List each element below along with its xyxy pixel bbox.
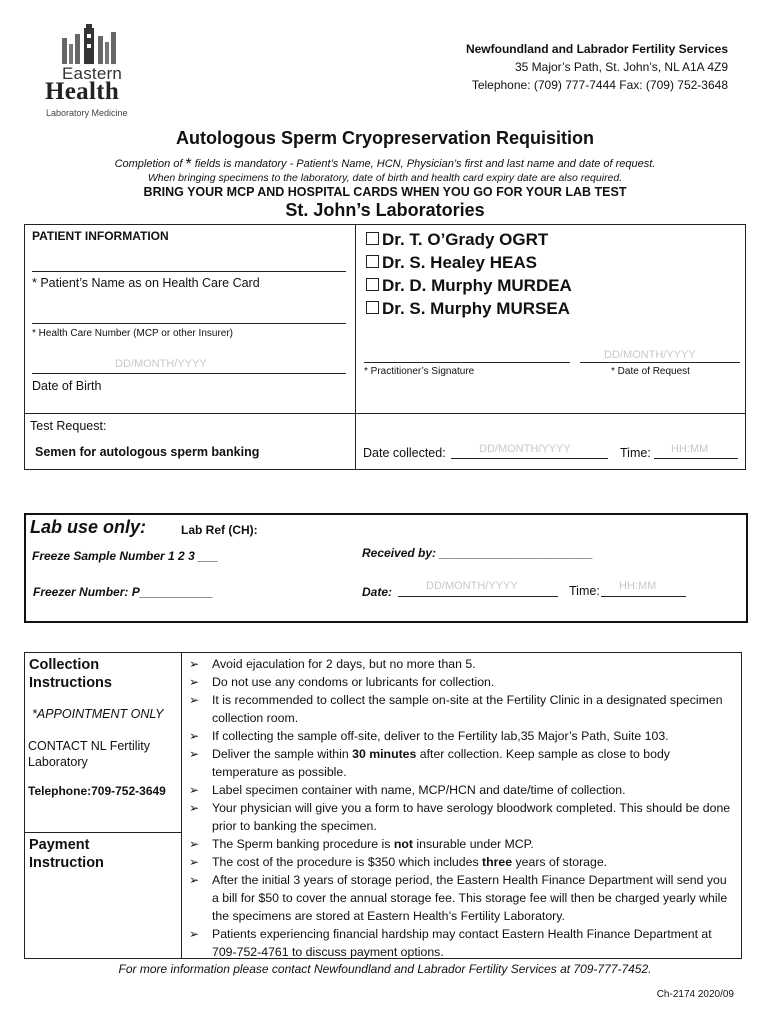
lab-name: St. John’s Laboratories (285, 200, 485, 220)
contact-note: CONTACT NL Fertility Laboratory (28, 739, 150, 769)
checkbox[interactable] (366, 301, 379, 314)
logo-lab-medicine: Laboratory Medicine (46, 108, 128, 118)
logo-eastern: Eastern (62, 64, 122, 83)
emphasis: three (482, 855, 513, 869)
hcn-input[interactable] (32, 323, 346, 324)
org-name: Newfoundland and Labrador Fertility Services (465, 42, 728, 56)
lab-time-label: Time: (569, 584, 600, 598)
patient-name-input[interactable] (32, 271, 346, 272)
request-date-placeholder: DD/MONTH/YYYY (604, 349, 696, 361)
date-collected-label: Date collected: (363, 446, 446, 460)
dob-label: Date of Birth (32, 379, 102, 393)
received-by-field[interactable]: Received by: _______________________ (362, 546, 593, 560)
doctor-option[interactable] (366, 299, 570, 319)
signature-input[interactable] (364, 362, 570, 363)
appointment-note: *APPOINTMENT ONLY (32, 707, 164, 721)
doctor-option[interactable] (366, 230, 548, 250)
list-item: ➢ Patients experiencing financial hardship may contact Eastern Health Finance Department at 709-752-4761 to discuss payment options. (188, 925, 733, 961)
checkbox[interactable] (366, 278, 379, 291)
payment-heading: Payment Instruction (29, 837, 104, 871)
patient-name-label: * Patient’s Name as on Health Care Card (32, 276, 260, 290)
doctor-label: Dr. D. Murphy MURDEA (382, 276, 572, 295)
lab-time-input[interactable] (601, 596, 686, 597)
test-request-value: Semen for autologous sperm banking (35, 445, 260, 459)
time-collected-input[interactable] (654, 458, 738, 459)
doctor-label: Dr. S. Healey HEAS (382, 253, 537, 272)
mandatory-pre: Completion of (114, 158, 186, 170)
org-phone: Telephone: (709) 777-7444 Fax: (709) 752-3648 (471, 78, 728, 92)
doctor-option[interactable] (366, 253, 537, 273)
dob-placeholder: DD/MONTH/YYYY (115, 358, 207, 370)
list-item (188, 745, 733, 781)
text: after collection. Keep sample as close to body temperature as possible. (212, 747, 670, 779)
list-item: ➢ Do not use any condoms or lubricants for collection. (188, 673, 733, 691)
mandatory-star: * (185, 156, 192, 173)
lab-use-title: Lab use only: (30, 517, 147, 537)
signature-label: * Practitioner’s Signature (364, 366, 475, 377)
org-address: 35 Major’s Path, St. John’s, NL A1A 4Z9 (514, 60, 728, 74)
checkbox[interactable] (366, 255, 379, 268)
freezer-number-field[interactable]: Freezer Number: P___________ (33, 585, 214, 599)
lab-time-placeholder: HH:MM (619, 580, 657, 592)
patient-info-heading: PATIENT INFORMATION (32, 229, 169, 243)
list-item: ➢ Avoid ejaculation for 2 days, but no more than 5. (188, 655, 733, 673)
text: Deliver the sample within (212, 747, 353, 761)
footer-note: For more information please contact Newfoundland and Labrador Fertility Services at 709-777-7452. (118, 962, 652, 976)
text: The cost of the procedure is $350 which includes (212, 855, 483, 869)
doctor-label: Dr. S. Murphy MURSEA (382, 299, 570, 318)
time-collected-placeholder: HH:MM (671, 443, 709, 455)
date-collected-placeholder: DD/MONTH/YYYY (479, 443, 571, 455)
lighthouse-logo-icon (62, 24, 122, 66)
lab-date-input[interactable] (398, 596, 558, 597)
test-request-label: Test Request: (30, 419, 107, 433)
payment-list (188, 835, 733, 961)
logo-health: Health (45, 78, 120, 105)
list-item: ➢ Label specimen container with name, MCP/HCN and date/time of collection. (188, 781, 733, 799)
text: years of storage. (512, 855, 608, 869)
list-item (188, 835, 733, 853)
text: insurable under MCP. (412, 837, 534, 851)
specimen-note: When bringing specimens to the laboratory, date of birth and health card expiry date are also required. (147, 172, 623, 184)
request-date-label: * Date of Request (611, 366, 690, 377)
time-collected-label: Time: (620, 446, 651, 460)
divider (181, 652, 182, 959)
list-item: ➢ After the initial 3 years of storage period, the Eastern Health Finance Department will send you a bill for $50 to cover the annual storage fee. This storage fee will then be charged yearly while the specimens are stored at Eastern Health’s Fertility Laboratory. (188, 871, 733, 925)
emphasis: 30 minutes (352, 747, 417, 761)
contact-telephone: Telephone:709-752-3649 (28, 784, 166, 798)
collection-list (188, 655, 733, 835)
doctor-label: Dr. T. O’Grady OGRT (382, 230, 549, 249)
list-item: ➢ If collecting the sample off-site, deliver to the Fertility lab,35 Major’s Path, Suite 103. (188, 727, 733, 745)
request-date-input[interactable] (580, 362, 740, 363)
list-item (188, 853, 733, 871)
doctor-option[interactable] (366, 276, 572, 296)
cards-note: BRING YOUR MCP AND HOSPITAL CARDS WHEN YOU GO FOR YOUR LAB TEST (143, 185, 627, 199)
form-code: Ch-2174 2020/09 (656, 989, 734, 1000)
dob-input[interactable] (32, 373, 346, 374)
list-item: ➢ Your physician will give you a form to have serology bloodwork completed. This should be done prior to banking the specimen. (188, 799, 733, 835)
hcn-label: * Health Care Number (MCP or other Insurer) (32, 328, 233, 339)
mandatory-post: fields is mandatory - Patient’s Name, HCN, Physician’s first and last name and date of request. (191, 158, 656, 170)
lab-date-placeholder: DD/MONTH/YYYY (426, 580, 518, 592)
lab-date-label: Date: (362, 585, 393, 599)
organization-info (466, 40, 728, 94)
freeze-sample-field[interactable]: Freeze Sample Number 1 2 3 ___ (32, 549, 219, 563)
date-collected-input[interactable] (451, 458, 608, 459)
divider (24, 832, 182, 833)
divider (355, 224, 356, 469)
form-title: Autologous Sperm Cryopreservation Requisition (175, 128, 595, 148)
collection-heading: Collection Instructions (29, 657, 112, 691)
list-item: ➢ It is recommended to collect the sample on-site at the Fertility Clinic in a designated specimen collection room. (188, 691, 733, 727)
text: The Sperm banking procedure is (212, 837, 394, 851)
emphasis: not (393, 837, 413, 851)
divider (24, 413, 746, 414)
checkbox[interactable] (366, 232, 379, 245)
lab-ref-label: Lab Ref (CH): (181, 523, 258, 537)
